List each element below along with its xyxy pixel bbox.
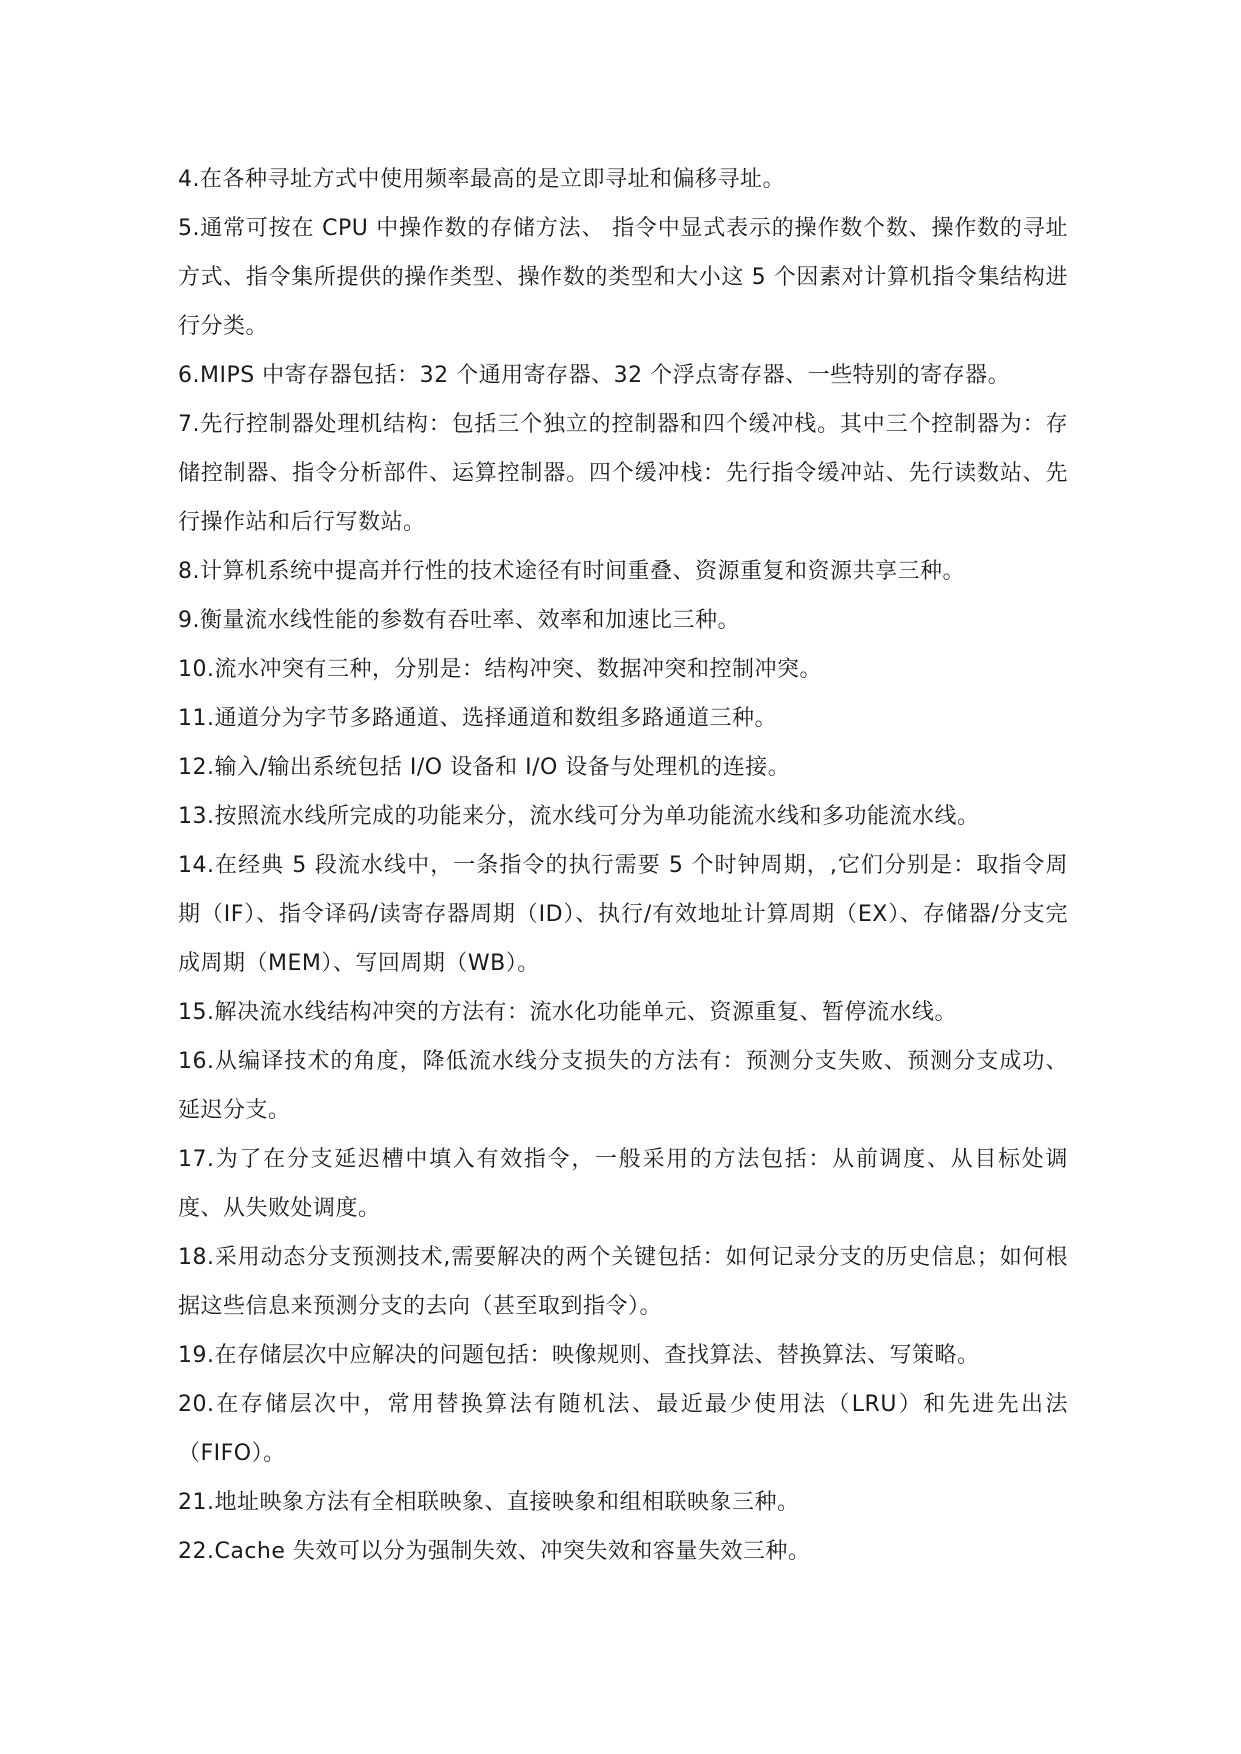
paragraph-item-12: 12.输入/输出系统包括 I/O 设备和 I/O 设备与处理机的连接。: [178, 755, 791, 780]
document-body: [178, 155, 1068, 1576]
paragraph-item-5: 5.通常可按在 CPU 中操作数的存储方法、 指令中显式表示的操作数个数、操作数的寻址方式、指令集所提供的操作类型、操作数的类型和大小这 5 个因素对计算机指令集结构进行分类。: [178, 216, 1068, 339]
paragraph-item-11: 11.通道分为字节多路通道、选择通道和数组多路通道三种。: [178, 706, 777, 731]
paragraph-item-4: 4.在各种寻址方式中使用频率最高的是立即寻址和偏移寻址。: [178, 167, 785, 192]
paragraph-item-15: 15.解决流水线结构冲突的方法有：流水化功能单元、资源重复、暂停流水线。: [178, 1000, 957, 1025]
paragraph-item-21: 21.地址映象方法有全相联映象、直接映象和组相联映象三种。: [178, 1490, 800, 1515]
paragraph-item-6: 6.MIPS 中寄存器包括：32 个通用寄存器、32 个浮点寄存器、一些特别的寄存器。: [178, 363, 1011, 388]
paragraph-item-9: 9.衡量流水线性能的参数有吞吐率、效率和加速比三种。: [178, 608, 740, 633]
paragraph-item-10: 10.流水冲突有三种，分别是：结构冲突、数据冲突和控制冲突。: [178, 657, 822, 682]
paragraph-item-20: 20.在存储层次中，常用替换算法有随机法、最近最少使用法（LRU）和先进先出法（FIFO）。: [178, 1392, 1068, 1466]
paragraph-item-22: 22.Cache 失效可以分为强制失效、冲突失效和容量失效三种。: [178, 1539, 811, 1564]
paragraph-item-8: 8.计算机系统中提高并行性的技术途径有时间重叠、资源重复和资源共享三种。: [178, 559, 965, 584]
paragraph-item-18: 18.采用动态分支预测技术,需要解决的两个关键包括：如何记录分支的历史信息；如何根据这些信息来预测分支的去向（甚至取到指令）。: [178, 1245, 1068, 1319]
paragraph-item-17: 17.为了在分支延迟槽中填入有效指令，一般采用的方法包括：从前调度、从目标处调度、从失败处调度。: [178, 1147, 1068, 1221]
paragraph-item-19: 19.在存储层次中应解决的问题包括：映像规则、查找算法、替换算法、写策略。: [178, 1343, 980, 1368]
paragraph-item-13: 13.按照流水线所完成的功能来分，流水线可分为单功能流水线和多功能流水线。: [178, 804, 980, 829]
paragraph-item-16: 16.从编译技术的角度，降低流水线分支损失的方法有：预测分支失败、预测分支成功、延迟分支。: [178, 1049, 1068, 1123]
paragraph-item-14: 14.在经典 5 段流水线中，一条指令的执行需要 5 个时钟周期，,它们分别是：取指令周期（IF）、指令译码/读寄存器周期（ID）、执行/有效地址计算周期（EX）、存储器/分支完成周期（MEM）、写回周期（WB）。: [178, 853, 1068, 976]
paragraph-item-7: 7.先行控制器处理机结构：包括三个独立的控制器和四个缓冲栈。其中三个控制器为：存储控制器、指令分析部件、运算控制器。四个缓冲栈：先行指令缓冲站、先行读数站、先行操作站和后行写数站。: [178, 412, 1068, 535]
